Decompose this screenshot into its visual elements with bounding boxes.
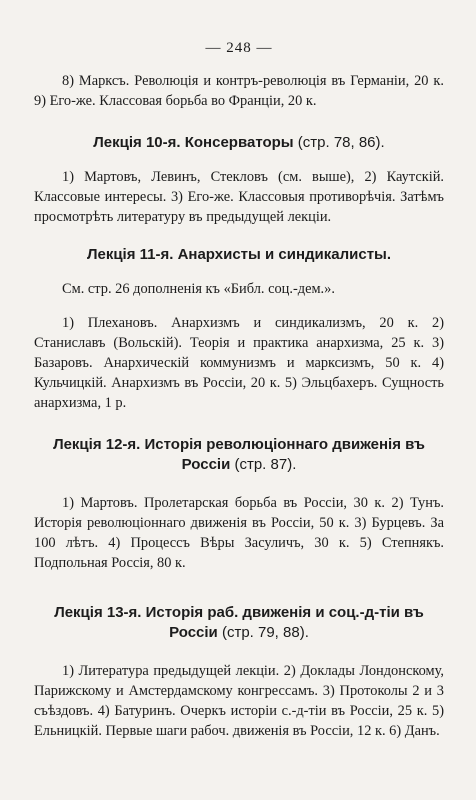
lecture-13-title: Лекція 13-я. Исторія раб. движенія и соц.-д-тіи въ Россіи [54, 604, 424, 641]
lecture-10-paragraph-1: 1) Мартовъ, Левинъ, Стекловъ (см. выше), 2) Каутскій. Классовые интересы. 3) Его-же. Классовыя противорѣчія. Затѣмъ просмотрѣть литературу въ предыдущей лекціи. [34, 169, 444, 225]
lecture-11-heading [34, 245, 444, 265]
lecture-13-ref: (стр. 79, 88). [221, 624, 309, 641]
lecture-11-paragraph-1: См. стр. 26 дополненія къ «Библ. соц.-дем.». [62, 281, 335, 297]
lecture-12-paragraph-1: 1) Мартовъ. Пролетарская борьба въ Россіи, 30 к. 2) Тунъ. Исторія революціоннаго движенія въ Россіи, 50 к. 3) Бурцевъ. За 100 лѣтъ. 4) Процессъ Вѣры Засуличъ, 30 к. 5) Степнякъ. Подпольная Россія, 80 к. [34, 495, 444, 571]
lecture-13-paragraph-1: 1) Литература предыдущей лекціи. 2) Доклады Лондонскому, Парижскому и Амстердамскому конгрессамъ. 3) Протоколы 2 и 3 съѣздовъ. 4) Батуринъ. Очеркъ исторіи с.-д-тіи въ Россіи, 25 к. 5) Ельницкій. Первые шаги рабоч. движенія въ Россіи, 12 к. 6) Данъ. [34, 663, 444, 739]
lecture-12-heading [34, 435, 444, 475]
lecture-12-ref: (стр. 87). [234, 456, 297, 473]
lecture-12-title: Лекція 12-я. Исторія революціоннаго движенія въ Россіи [53, 436, 425, 473]
top-paragraph: 8) Марксъ. Революція и контръ-революція въ Германіи, 20 к. 9) Его-же. Классовая борьба во Франціи, 20 к. [34, 73, 444, 109]
lecture-11-paragraph-2: 1) Плехановъ. Анархизмъ и синдикализмъ, 20 к. 2) Станиславъ (Вольскій). Теорія и практика анархизма, 25 к. 3) Базаровъ. Анархическій коммунизмъ и марксизмъ, 50 к. 4) Кульчицкій. Анархизмъ въ Россіи, 20 к. 5) Эльцбахеръ. Сущность анархизма, 1 р. [34, 315, 444, 411]
lecture-10-title: Лекція 10-я. Консерваторы [93, 134, 294, 151]
lecture-11-title: Лекція 11-я. Анархисты и синдикалисты. [86, 246, 392, 263]
lecture-13-heading [34, 603, 444, 643]
page-number: — 248 — [205, 40, 273, 56]
lecture-10-ref: (стр. 78, 86). [297, 134, 385, 151]
lecture-10-heading [34, 133, 444, 153]
